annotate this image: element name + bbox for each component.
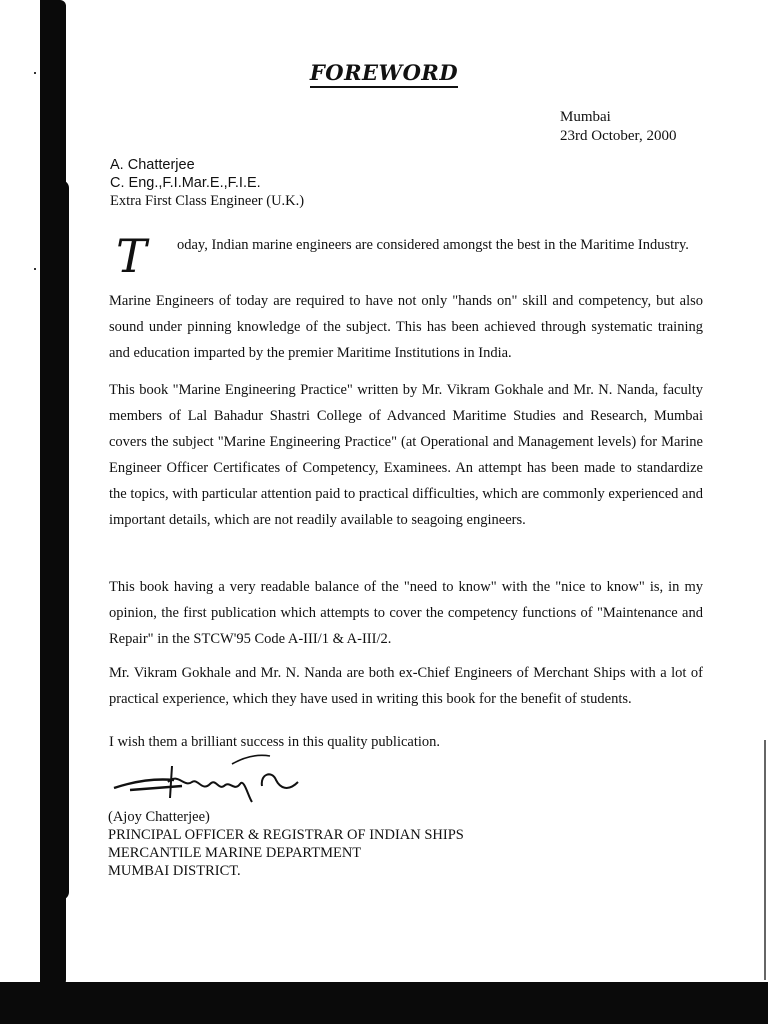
- paragraph-1a: [177, 232, 703, 258]
- author-designation: Extra First Class Engineer (U.K.): [110, 193, 305, 209]
- author-block: [110, 156, 304, 210]
- signatory-name: (Ajoy Chatterjee): [108, 809, 210, 825]
- signatory-title: PRINCIPAL OFFICER & REGISTRAR OF INDIAN SHIPS: [108, 827, 464, 843]
- signature: [112, 752, 312, 813]
- author-name: A. Chatterjee: [110, 157, 195, 173]
- signatory-block: [108, 808, 464, 880]
- paragraph-1: oday, Indian marine engineers are considered amongst the best in the Maritime Industry.: [177, 237, 689, 253]
- scan-border-left-inner: [55, 180, 69, 900]
- place-date-block: [560, 108, 676, 146]
- scan-border-bottom: [0, 982, 768, 1024]
- author-credentials: C. Eng.,F.I.Mar.E.,F.I.E.: [110, 175, 261, 191]
- paragraph-4: This book having a very readable balance of the "need to know" with the "nice to know" is, in my opinion, the first publication which attempts to cover the competency functions of "Maintenance and Repair" in the STCW'95 Code A-III/1 & A-III/2.: [109, 579, 703, 647]
- paragraph-5: Mr. Vikram Gokhale and Mr. N. Nanda are both ex-Chief Engineers of Merchant Ships with a lot of practical experience, which they have used in writing this book for the benefit of students.: [109, 665, 703, 707]
- scan-speck: [34, 268, 36, 270]
- paragraph-3: This book "Marine Engineering Practice" written by Mr. Vikram Gokhale and Mr. N. Nanda, faculty members of Lal Bahadur Shastri College of Advanced Maritime Studies and Research, Mumbai covers the subject "Marine Engineering Practice" (at Operational and Management levels) for Marine Engineer Officer Certificates of Competency, Examinees. An attempt has been made to standardize the topics, with particular attention paid to practical difficulties, which are commonly experienced and important details, which are not readily available to seagoing engineers.: [109, 382, 703, 528]
- paragraph-6: I wish them a brilliant success in this quality publication.: [109, 734, 441, 750]
- page-title: FOREWORD: [310, 60, 458, 88]
- signature-graphic: [112, 752, 312, 808]
- page-title-wrap: [0, 60, 768, 85]
- date: 23rd October, 2000: [560, 128, 677, 144]
- city: Mumbai: [560, 109, 611, 125]
- signatory-location: MUMBAI DISTRICT.: [108, 863, 241, 879]
- paragraph-2: Marine Engineers of today are required to have not only "hands on" skill and competency, but also sound under pinning knowledge of the subject. This has been achieved through systematic training and education imparted by the premier Maritime Institutions in India.: [109, 293, 703, 361]
- scan-edge-right: [764, 740, 766, 980]
- signatory-department: MERCANTILE MARINE DEPARTMENT: [108, 845, 362, 861]
- drop-cap: T: [116, 229, 147, 283]
